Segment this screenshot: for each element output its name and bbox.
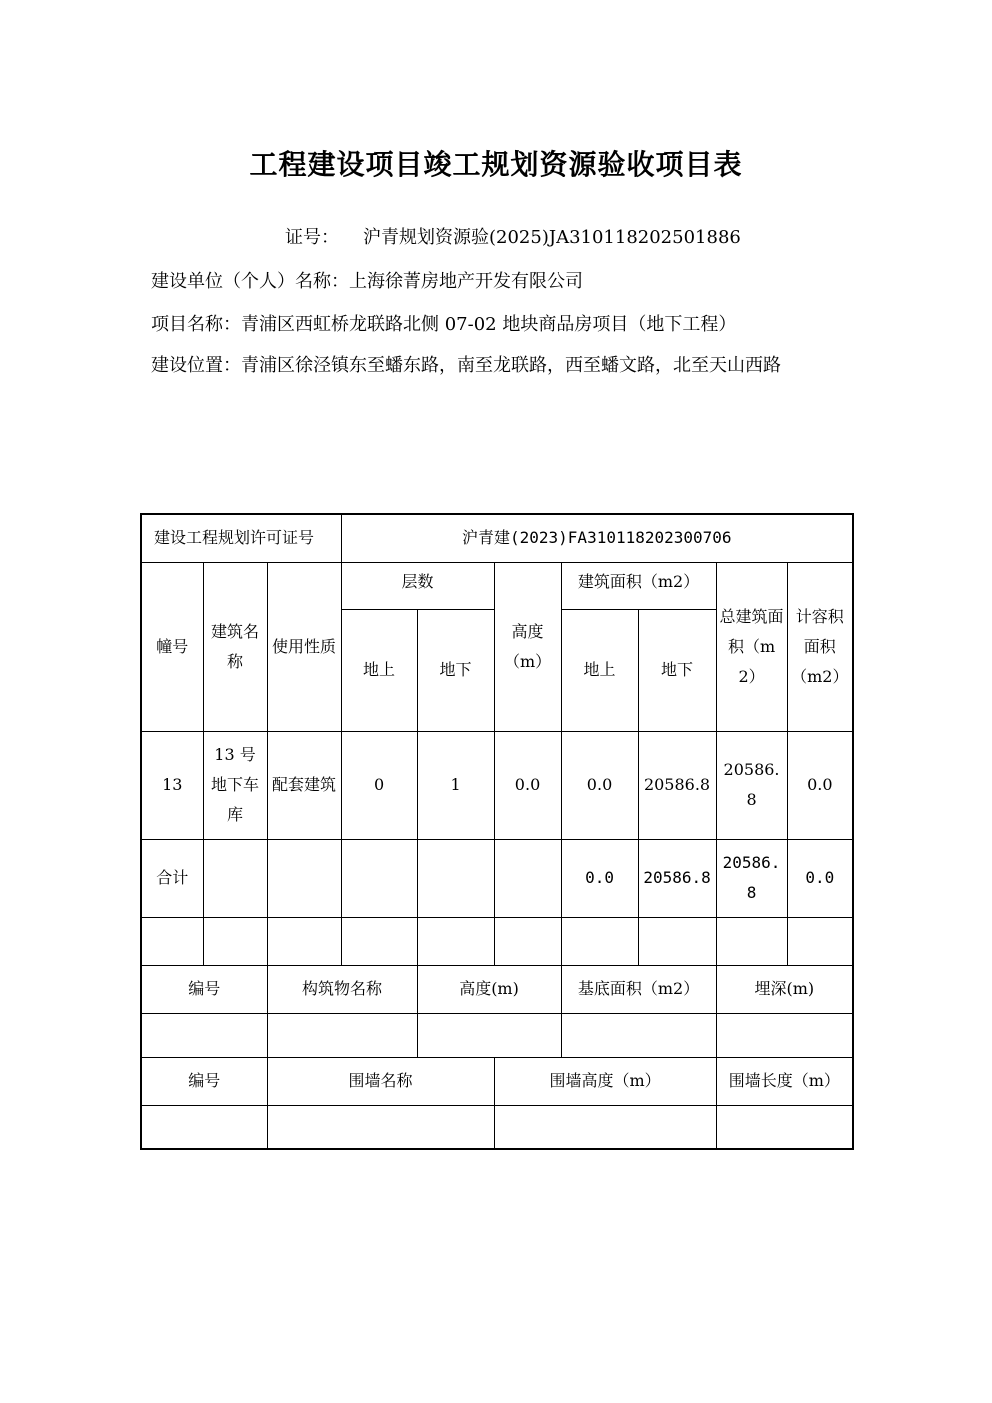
structure-header-height: 高度(m) — [417, 965, 561, 1013]
header-building-name: 建筑名称 — [203, 562, 267, 731]
permit-value: 沪青建(2023)FA310118202300706 — [341, 514, 853, 562]
header-floors-below: 地下 — [417, 609, 494, 731]
certificate-label: 证号： — [285, 227, 339, 248]
row-height: 0.0 — [494, 731, 561, 839]
header-use: 使用性质 — [267, 562, 341, 731]
wall-header-height: 围墙高度（m） — [494, 1057, 716, 1105]
total-total-area: 20586.8 — [716, 839, 787, 917]
header-floors-above: 地上 — [341, 609, 417, 731]
certificate-number — [285, 223, 741, 249]
header-floors: 层数 — [341, 562, 494, 609]
row-total-area: 20586.8 — [716, 731, 787, 839]
table-row — [141, 731, 853, 839]
row-floors-above: 0 — [341, 731, 417, 839]
certificate-value: 沪青规划资源验(2025)JA310118202501886 — [363, 227, 741, 248]
row-use: 配套建筑 — [267, 731, 341, 839]
wall-header-length: 围墙长度（m） — [716, 1057, 853, 1105]
row-area-above: 0.0 — [561, 731, 638, 839]
total-label: 合计 — [141, 839, 203, 917]
structure-header-name: 构筑物名称 — [267, 965, 417, 1013]
header-total-area: 总建筑面积（m2） — [716, 562, 787, 731]
wall-header-no: 编号 — [141, 1057, 267, 1105]
header-building-no: 幢号 — [141, 562, 203, 731]
row-floors-below: 1 — [417, 731, 494, 839]
structure-header-depth: 埋深(m) — [716, 965, 853, 1013]
total-area-above: 0.0 — [561, 839, 638, 917]
row-building-name: 13 号地下车库 — [203, 731, 267, 839]
wall-header-name: 围墙名称 — [267, 1057, 494, 1105]
header-area: 建筑面积（m2） — [561, 562, 716, 609]
header-height: 高度（m） — [494, 562, 561, 731]
header-area-above: 地上 — [561, 609, 638, 731]
permit-label: 建设工程规划许可证号 — [141, 514, 341, 562]
structure-header-base-area: 基底面积（m2） — [561, 965, 716, 1013]
page-title: 工程建设项目竣工规划资源验收项目表 — [249, 148, 743, 181]
project-name: 项目名称：青浦区西虹桥龙联路北侧 07-02 地块商品房项目（地下工程） — [151, 314, 737, 335]
construction-location: 建设位置：青浦区徐泾镇东至蟠东路，南至龙联路，西至蟠文路，北至天山西路 — [151, 355, 781, 376]
structure-header-no: 编号 — [141, 965, 267, 1013]
construction-unit: 建设单位（个人）名称：上海徐菁房地产开发有限公司 — [151, 271, 583, 292]
acceptance-table — [140, 513, 854, 1150]
total-row — [141, 839, 853, 917]
total-area-below: 20586.8 — [638, 839, 716, 917]
row-area-below: 20586.8 — [638, 731, 716, 839]
row-building-no: 13 — [141, 731, 203, 839]
total-far-area: 0.0 — [787, 839, 853, 917]
row-far-area: 0.0 — [787, 731, 853, 839]
header-far-area: 计容积面积（m2） — [787, 562, 853, 731]
header-area-below: 地下 — [638, 609, 716, 731]
